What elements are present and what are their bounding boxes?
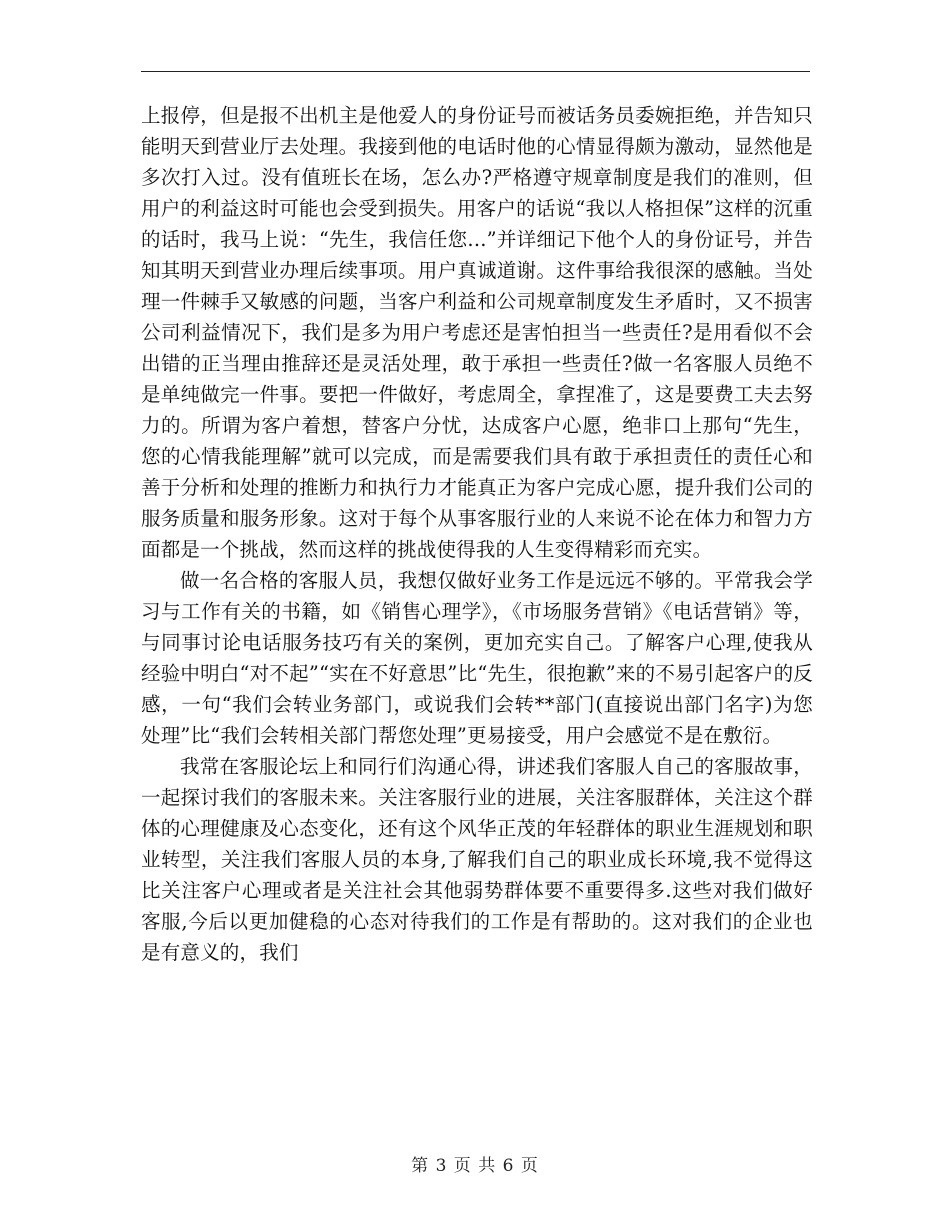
paragraph-2: 做一名合格的客服人员，我想仅做好业务工作是远远不够的。平常我会学习与工作有关的书籍，如《销售心理学》，《市场服务营销》《电话营销》等，与同事讨论电话服务技巧有关的案例，更加充实自己。了解客户心理,使我从经验中明白“对不起”“实在不好意思”比“先生，很抱歉”来的不易引起客户的反感，一句“我们会转业务部门，或说我们会转**部门(直接说出部门名字)为您处理”比“我们会转相关部门帮您处理”更易接受，用户会感觉不是在敷衍。 (141, 569, 813, 747)
paragraph-1: 上报停，但是报不出机主是他爱人的身份证号而被话务员委婉拒绝，并告知只能明天到营业厅去处理。我接到他的电话时他的心情显得颇为激动，显然他是多次打入过。没有值班长在场，怎么办?严格遵守规章制度是我们的准则，但用户的利益这时可能也会受到损失。用客户的话说“我以人格担保”这样的沉重的话时，我马上说：“先生，我信任您...”并详细记下他个人的身份证号，并告知其明天到营业办理后续事项。用户真诚道谢。这件事给我很深的感触。当处理一件棘手又敏感的问题，当客户利益和公司规章制度发生矛盾时，又不损害公司利益情况下，我们是多为用户考虑还是害怕担当一些责任?是用看似不会出错的正当理由推辞还是灵活处理，敢于承担一些责任?做一名客服人员绝不是单纯做完一件事。要把一件做好，考虑周全，拿捏准了，这是要费工夫去努力的。所谓为客户着想，替客户分忧，达成客户心愿，绝非口上那句“先生，您的心情我能理解”就可以完成，而是需要我们具有敢于承担责任的责任心和善于分析和处理的推断力和执行力才能真正为客户完成心愿，提升我们公司的服务质量和服务形象。这对于每个从事客服行业的人来说不论在体力和智力方面都是一个挑战，然而这样的挑战使得我的人生变得精彩而充实。 (141, 104, 813, 561)
paragraph-3: 我常在客服论坛上和同行们沟通心得，讲述我们客服人自己的客服故事，一起探讨我们的客服未来。关注客服行业的进展，关注客服群体，关注这个群体的心理健康及心态变化，还有这个风华正茂的年轻群体的职业生涯规划和职业转型，关注我们客服人员的本身,了解我们自己的职业成长环境,我不觉得这比关注客户心理或者是关注社会其他弱势群体要不重要得多.这些对我们做好客服,今后以更加健稳的心态对待我们的工作是有帮助的。这对我们的企业也是有意义的，我们 (141, 755, 813, 964)
page-number: 第 3 页 共 6 页 (411, 1156, 539, 1176)
document-body (141, 100, 813, 968)
header-rule (141, 71, 810, 72)
